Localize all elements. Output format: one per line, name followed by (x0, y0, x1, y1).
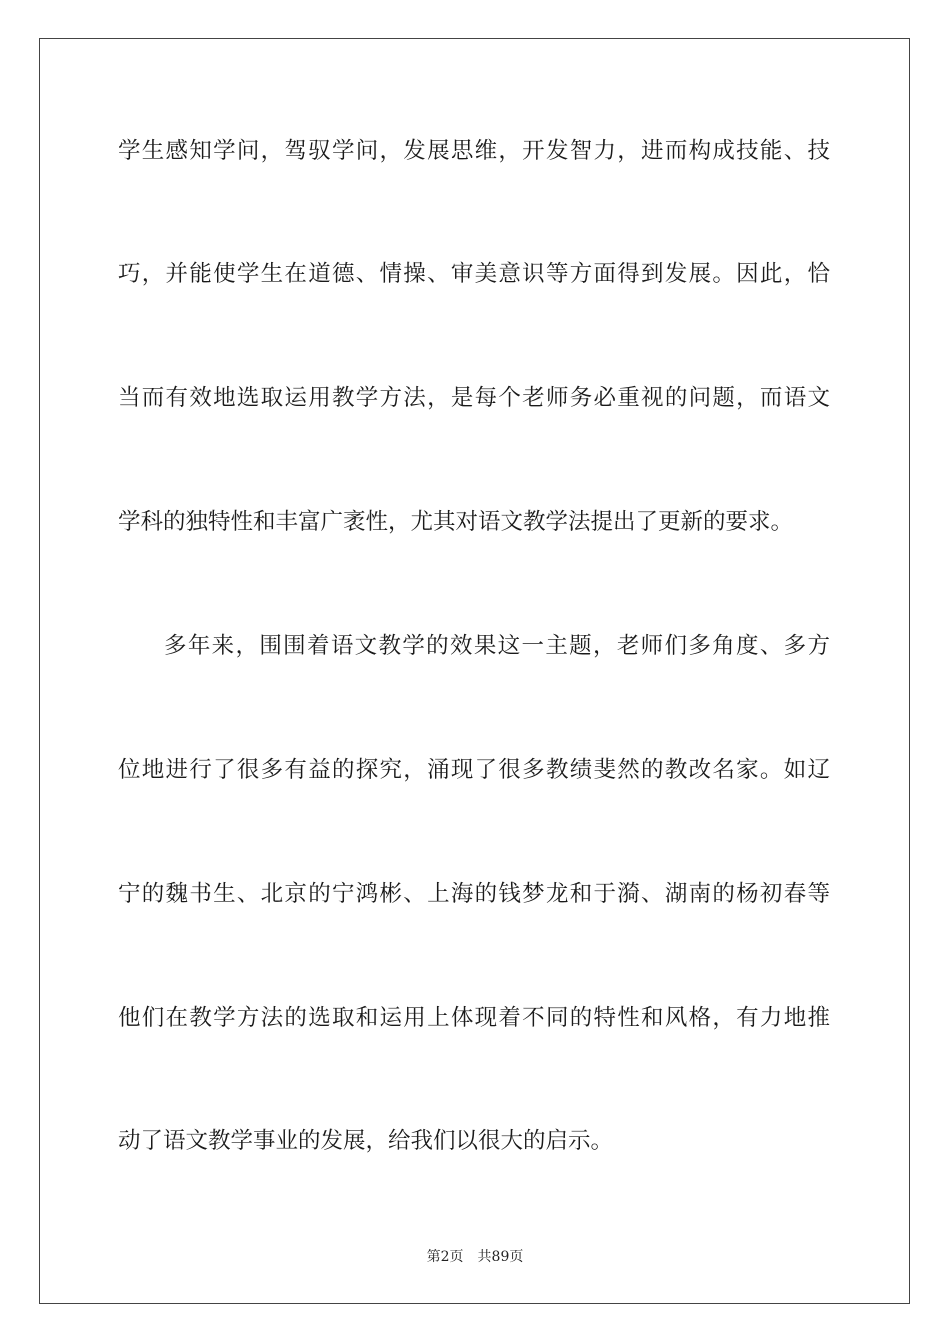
paragraph-line: 学科的独特性和丰富广袤性，尤其对语文教学法提出了更新的要求。 (118, 509, 794, 535)
paragraph-line: 他们在教学方法的选取和运用上体现着不同的特性和风格，有力地推 (118, 1005, 830, 1031)
paragraph-line: 动了语文教学事业的发展，给我们以很大的启示。 (118, 1128, 614, 1154)
page-border (39, 38, 910, 1304)
paragraph-line: 巧，并能使学生在道德、情操、审美意识等方面得到发展。因此，恰 (118, 261, 830, 287)
page-number: 第2页 (426, 1249, 464, 1265)
paragraph-line-indented: 多年来，围围着语文教学的效果这一主题，老师们多角度、多方 (164, 633, 830, 659)
paragraph-line: 学生感知学问，驾驭学问，发展思维，开发智力，进而构成技能、技 (118, 138, 830, 164)
paragraph-line: 位地进行了很多有益的探究，涌现了很多教绩斐然的教改名家。如辽 (118, 757, 830, 783)
paragraph-line: 当而有效地选取运用教学方法，是每个老师务必重视的问题，而语文 (118, 385, 830, 411)
paragraph-line: 宁的魏书生、北京的宁鸿彬、上海的钱梦龙和于漪、湖南的杨初春等 (118, 881, 830, 907)
page-total: 共89页 (477, 1249, 524, 1265)
page-footer (0, 1248, 950, 1266)
